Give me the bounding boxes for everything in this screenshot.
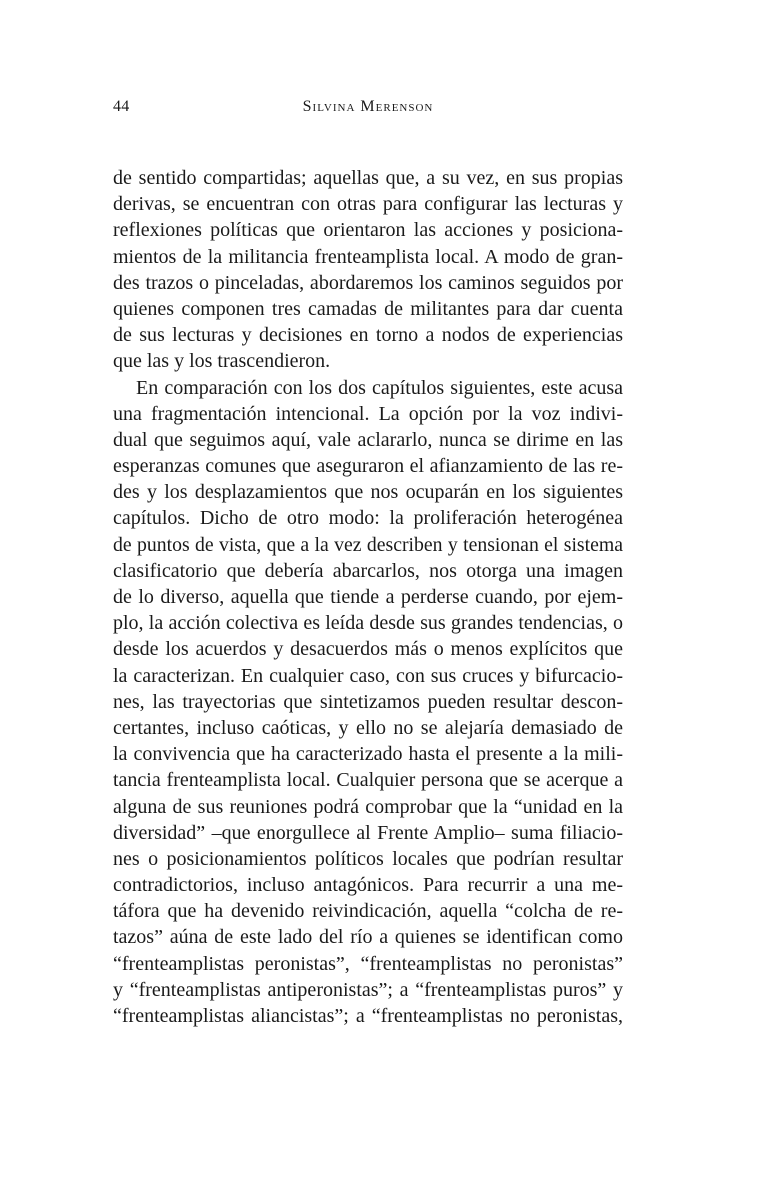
text-line: de sus lecturas y decisiones en torno a nodos de experiencias [113,324,623,347]
text-line: quienes componen tres camadas de militantes para dar cuenta [113,297,623,320]
text-line: dual que seguimos aquí, vale aclararlo, nunca se dirime en las [113,428,623,451]
text-line: alguna de sus reuniones podrá comprobar que la “unidad en la [113,795,623,818]
text-line: la caracterizan. En cualquier caso, con sus cruces y bifurcacio- [113,664,623,687]
text-line: “frenteamplistas peronistas”, “frenteamplistas no peronistas” [113,952,623,975]
paragraph [113,165,623,375]
text-line: des y los desplazamientos que nos ocuparán en los siguientes [113,481,623,504]
text-line: capítulos. Dicho de otro modo: la proliferación heterogénea [113,507,623,530]
body-text [113,165,623,1029]
text-line: nes o posicionamientos políticos locales que podrían resultar [113,847,623,870]
text-line: mientos de la militancia frenteamplista local. A modo de gran- [113,245,623,268]
text-line: que las y los trascendieron. [113,350,331,373]
page-header [113,98,623,122]
text-line: plo, la acción colectiva es leída desde sus grandes tendencias, o [113,612,623,635]
text-line: derivas, se encuentran con otras para configurar las lecturas y [113,193,623,216]
text-line: una fragmentación intencional. La opción por la voz indivi- [113,402,623,425]
running-head: Silvina Merenson [302,98,434,115]
text-line: “frenteamplistas aliancistas”; a “frenteamplistas no peronistas, [113,1005,623,1027]
text-line: diversidad” –que enorgullece al Frente Amplio– suma filiacio- [113,821,623,844]
text-line: de sentido compartidas; aquellas que, a su vez, en sus propias [113,167,623,189]
text-line: contradictorios, incluso antagónicos. Para recurrir a una me- [113,874,623,897]
text-line: de lo diverso, aquella que tiende a perderse cuando, por ejem- [113,586,623,608]
text-line: la convivencia que ha caracterizado hasta el presente a la mili- [113,743,623,766]
text-line: tazos” aúna de este lado del río a quienes se identifican como [113,926,623,949]
text-line: des trazos o pinceladas, abordaremos los caminos seguidos por [113,271,623,294]
text-line: certantes, incluso caóticas, y ello no se alejaría demasiado de [113,716,623,739]
text-line: nes, las trayectorias que sintetizamos pueden resultar descon- [113,690,623,713]
page-number: 44 [113,98,130,115]
text-line: En comparación con los dos capítulos siguientes, este acusa [136,376,623,399]
text-line: de puntos de vista, que a la vez describen y tensionan el sistema [113,533,623,556]
text-line: reflexiones políticas que orientaron las acciones y posiciona- [113,219,623,242]
text-line: desde los acuerdos y desacuerdos más o menos explícitos que [113,638,623,661]
text-line: esperanzas comunes que aseguraron el afianzamiento de las re- [113,455,623,478]
text-line: tancia frenteamplista local. Cualquier persona que se acerque a [113,769,623,792]
text-line: y “frenteamplistas antiperonistas”; a “frenteamplistas puros” y [113,978,623,1001]
text-line: clasificatorio que debería abarcarlos, nos otorga una imagen [113,559,623,582]
text-line: táfora que ha devenido reivindicación, aquella “colcha de re- [113,900,623,923]
paragraph [113,375,623,1030]
